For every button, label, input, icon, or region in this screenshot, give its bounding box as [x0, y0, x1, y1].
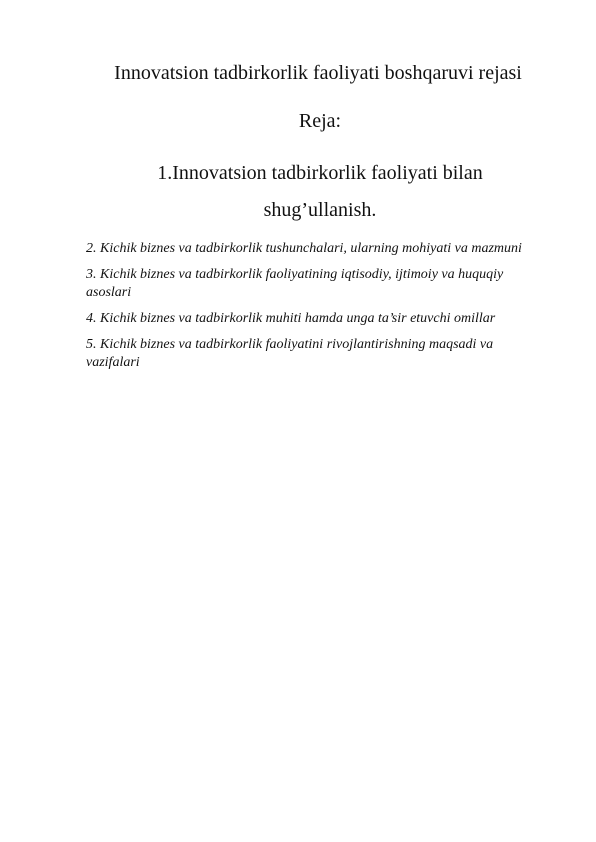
plan-items-list — [86, 240, 546, 380]
plan-item-4: 4. Kichik biznes va tadbirkorlik muhiti hamda unga ta’sir etuvchi omillar — [86, 311, 496, 326]
document-title: Innovatsion tadbirkorlik faoliyati boshqaruvi rejasi — [114, 62, 522, 84]
plan-item-1: 1.Innovatsion tadbirkorlik faoliyati bilan shug’ullanish. — [157, 162, 483, 221]
plan-item-5: 5. Kichik biznes va tadbirkorlik faoliyatini rivojlantirishning maqsadi va vazifalari — [86, 337, 494, 370]
plan-item-2: 2. Kichik biznes va tadbirkorlik tushunchalari, ularning mohiyati va mazmuni — [86, 241, 522, 256]
plan-item-3: 3. Kichik biznes va tadbirkorlik faoliyatining iqtisodiy, ijtimoiy va huquqiy asoslari — [86, 267, 504, 300]
plan-heading: Reja: — [298, 110, 342, 132]
